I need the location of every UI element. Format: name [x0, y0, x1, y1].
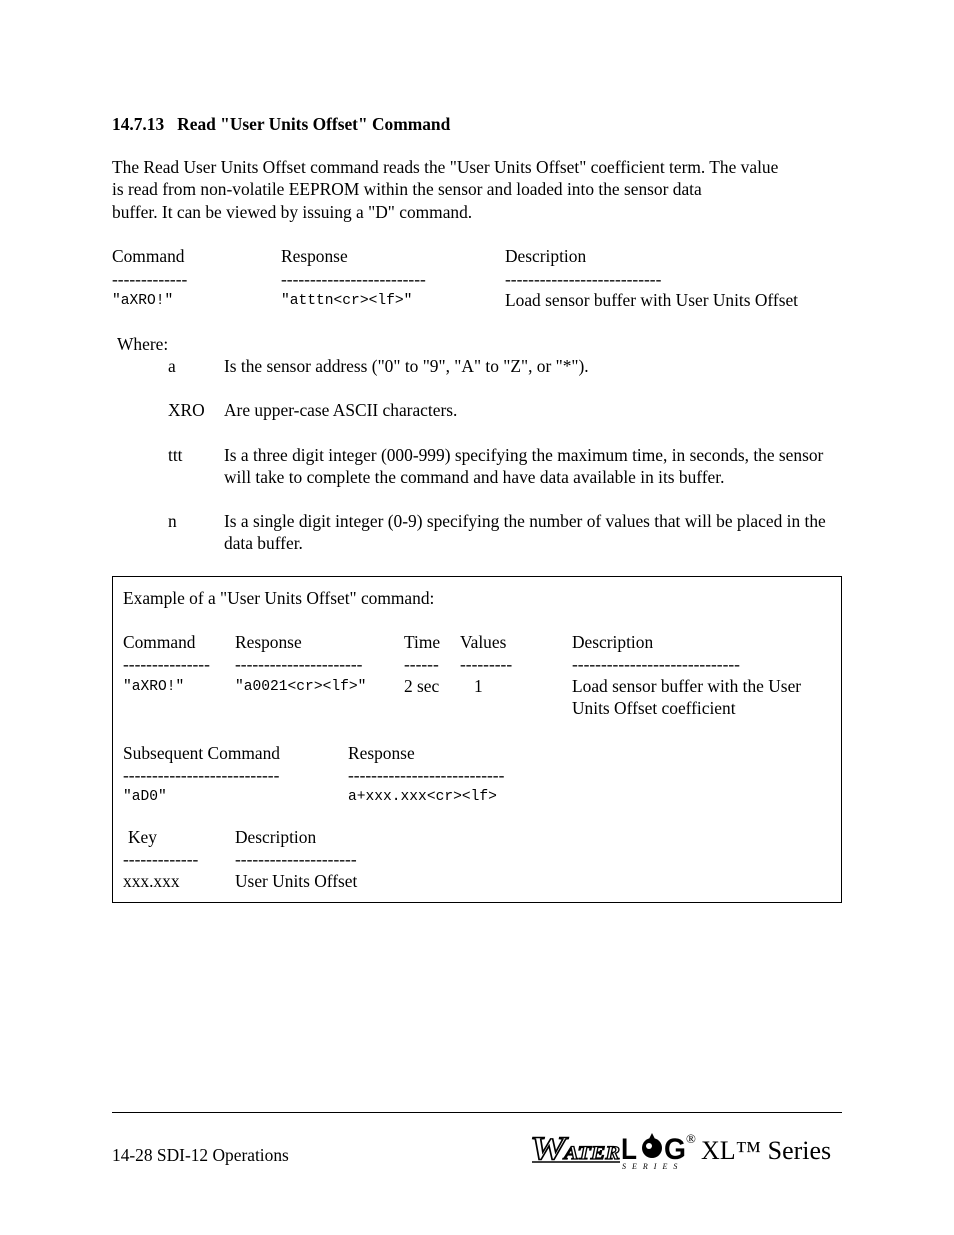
logo-water-rest: ATER [562, 1143, 620, 1164]
intro-line-1: The Read User Units Offset command reads the "User Units Offset" coefficient term. The value [112, 157, 779, 177]
command-dashes: ------------- [112, 269, 188, 289]
key-description-value: User Units Offset [235, 871, 358, 891]
key-description-header: Description [235, 827, 317, 847]
where-key-a: a [168, 356, 176, 376]
logo-log-g: G [664, 1133, 686, 1166]
where-label: Where: [117, 334, 169, 354]
example-description-header: Description [572, 632, 654, 652]
section-number: 14.7.13 [112, 114, 165, 134]
where-text-a: Is the sensor address ("0" to "9", "A" to "Z", or "*"). [224, 356, 589, 376]
subsequent-response-dashes: --------------------------- [348, 765, 505, 785]
example-values-header: Values [460, 632, 507, 652]
section-heading [112, 113, 450, 135]
example-response-dashes: ---------------------- [235, 654, 363, 674]
key-header: Key [128, 827, 157, 847]
subsequent-response-header: Response [348, 743, 415, 763]
example-values-dashes: --------- [460, 654, 513, 674]
waterlog-logo [528, 1126, 698, 1174]
where-key-n: n [168, 511, 177, 531]
example-time-dashes: ------ [404, 654, 439, 674]
example-title: Example of a "User Units Offset" command: [123, 588, 435, 608]
example-time-value: 2 sec [404, 676, 440, 696]
logo-log-l: L [621, 1133, 637, 1166]
response-dashes: ------------------------- [281, 269, 426, 289]
key-description-dashes: --------------------- [235, 849, 357, 869]
response-value: "atttn<cr><lf>" [281, 293, 413, 309]
example-response-value: "a0021<cr><lf>" [235, 679, 367, 695]
where-key-ttt: ttt [168, 445, 183, 465]
example-time-header: Time [404, 632, 441, 652]
footer-divider [112, 1112, 842, 1113]
logo-series: SERIES [622, 1162, 684, 1171]
example-description-dashes: ----------------------------- [572, 654, 740, 674]
command-value: "aXRO!" [112, 293, 174, 309]
footer-page-label: 14-28 SDI-12 Operations [112, 1145, 289, 1165]
example-box [112, 576, 842, 903]
key-value: xxx.xxx [123, 871, 180, 891]
example-response-header: Response [235, 632, 302, 652]
example-command-header: Command [123, 632, 196, 652]
example-description-line-1: Load sensor buffer with the User [572, 676, 802, 696]
description-value: Load sensor buffer with User Units Offset [505, 290, 799, 310]
footer-series-text: XL™ Series [701, 1136, 832, 1165]
subsequent-command-dashes: --------------------------- [123, 765, 280, 785]
response-header: Response [281, 246, 348, 266]
intro-line-2: is read from non-volatile EEPROM within the sensor and loaded into the sensor data [112, 179, 702, 199]
command-header: Command [112, 246, 185, 266]
where-key-xro: XRO [168, 400, 205, 420]
example-values-value: 1 [474, 676, 483, 696]
example-command-value: "aXRO!" [123, 679, 185, 695]
intro-line-3: buffer. It can be viewed by issuing a "D" command. [112, 202, 473, 222]
key-dashes: ------------- [123, 849, 199, 869]
subsequent-command-value: "aD0" [123, 789, 167, 805]
logo-registered: ® [686, 1131, 696, 1146]
example-description-line-2: Units Offset coefficient [572, 698, 736, 718]
where-text-n: Is a single digit integer (0-9) specifying the number of values that will be placed in the data buffer. [224, 511, 826, 553]
where-text-ttt: Is a three digit integer (000-999) specifying the maximum time, in seconds, the sensor will take to complete the command and have data available in its buffer. [224, 445, 824, 487]
subsequent-command-header: Subsequent Command [123, 743, 280, 763]
section-title: Read "User Units Offset" Command [177, 114, 451, 134]
example-command-dashes: --------------- [123, 654, 210, 674]
logo-water-initial: W [530, 1131, 570, 1167]
description-dashes: --------------------------- [505, 269, 662, 289]
description-header: Description [505, 246, 587, 266]
where-text-xro: Are upper-case ASCII characters. [224, 400, 458, 420]
subsequent-response-value: a+xxx.xxx<cr><lf> [348, 789, 497, 805]
